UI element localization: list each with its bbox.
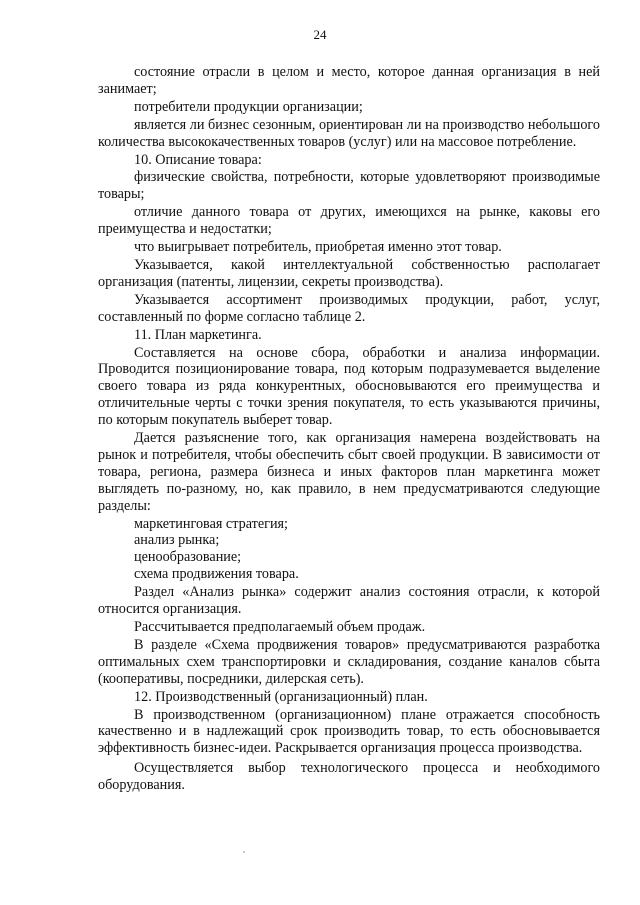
list-item: анализ рынка; [134,532,220,549]
list-item: ценообразование; [134,549,242,566]
list-item: схема продвижения товара. [134,566,299,583]
paragraph: состояние отрасли в целом и место, которое данная организация в ней занимает; [98,64,600,97]
paragraph: что выигрывает потребитель, приобретая именно этот товар. [134,239,502,256]
section-heading: 10. Описание товара: [134,151,262,168]
paragraph: В разделе «Схема продвижения товаров» предусматриваются разработка оптимальных схем транспортировки и складирования, создание каналов сбыта (кооперативы, посредники, дилерская сеть). [98,636,600,687]
section-heading: 12. Производственный (организационный) план. [134,688,428,705]
paragraph: потребители продукции организации; [134,98,363,115]
page-number: 24 [313,27,327,42]
paragraph: отличие данного товара от других, имеющихся на рынке, каковы его преимущества и недостатки; [98,204,600,238]
paragraph: Указывается, какой интеллектуальной собственностью располагает организация (патенты, лицензии, секреты производства). [98,256,600,290]
paragraph: Раздел «Анализ рынка» содержит анализ состояния отрасли, к которой относится организация. [98,584,600,618]
document-body [98,64,600,795]
paragraph: физические свойства, потребности, которые удовлетворяют производимые товары; [98,169,600,203]
scan-speck [243,851,245,853]
section-heading: 11. План маркетинга. [134,326,262,343]
paragraph: В производственном (организационном) плане отражается способность качественно и в надлежащий срок производить товар, то есть обосновывается эффективность бизнес-идеи. Раскрывается организация процесса производства. [98,706,600,757]
paragraph: Составляется на основе сбора, обработки и анализа информации. Проводится позиционирование товара, под которым подразумевается выделение своего товара из ряда конкурентных, обосновываются его преимущества и отличительные черты с точки зрения покупателя, то есть указываются причины, по которым покупатель выберет товар. [98,344,600,429]
paragraph: Дается разъяснение того, как организация намерена воздействовать на рынок и потребителя, чтобы обеспечить сбыт своей продукции. В зависимости от товара, региона, размера бизнеса и иных факторов план маркетинга может выглядеть по-разному, но, как правило, в нем предусматриваются следующие разделы: [98,430,600,514]
paragraph: Осуществляется выбор технологического процесса и необходимого оборудования. [98,760,600,794]
paragraph: Рассчитывается предполагаемый объем продаж. [134,619,426,635]
paragraph: является ли бизнес сезонным, ориентирован ли на производство небольшого количества высококачественных товаров (услуг) или на массовое потребление. [98,116,600,150]
list-item: маркетинговая стратегия; [134,515,289,532]
paragraph: Указывается ассортимент производимых продукции, работ, услуг, составленный по форме согласно таблице 2. [98,291,600,325]
